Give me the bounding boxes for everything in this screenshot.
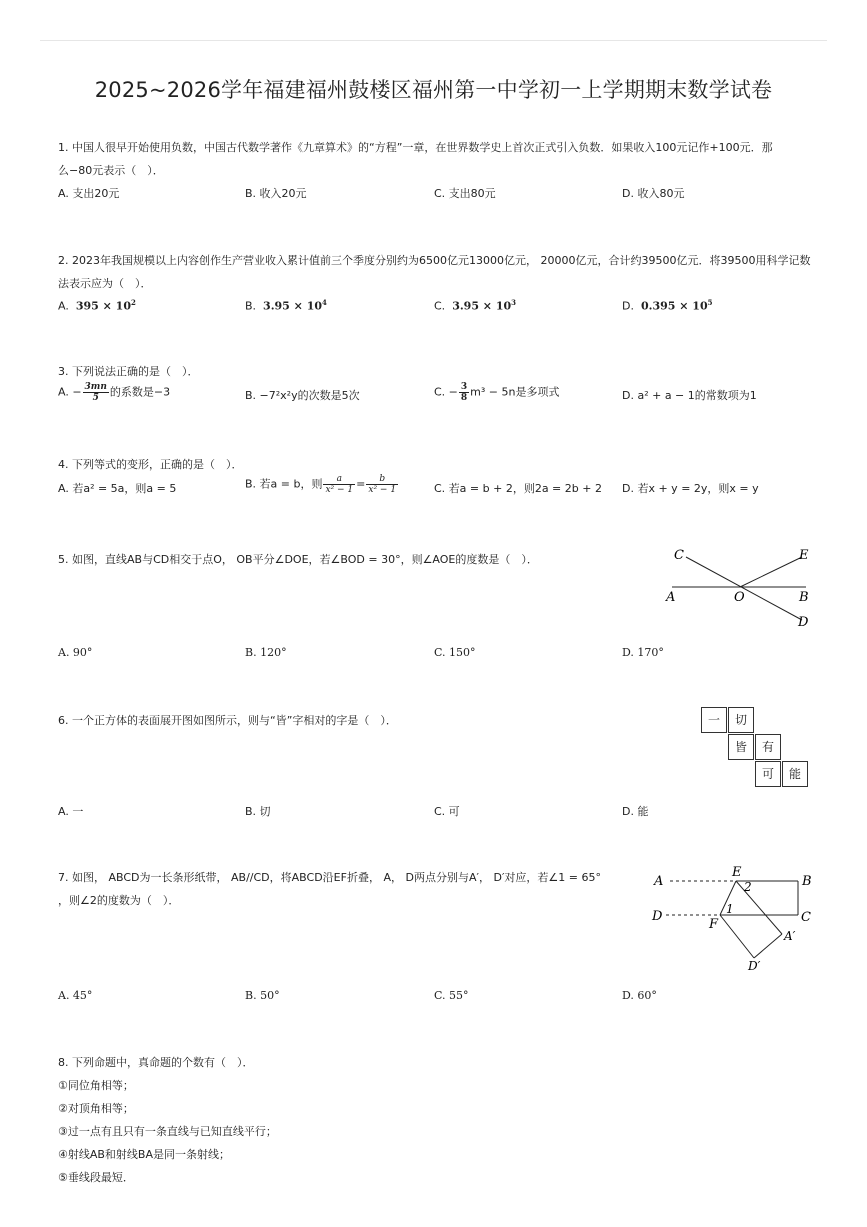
q5-option-d[interactable]: D. 170°	[622, 646, 664, 659]
net-cell-4: 有	[755, 734, 781, 760]
q7-option-b[interactable]: B. 50°	[245, 989, 280, 1002]
label-e: E	[732, 865, 742, 880]
net-cell-5: 可	[755, 761, 781, 787]
question-1-stem-a: 中国人很早开始使用负数，中国古代数学著作《九章算术》的“方程”一章，在世界数学史上首次正式引入负数．如果收入100元记作+100元．那	[72, 141, 773, 154]
q7-fold-diagram	[650, 862, 817, 974]
question-2-text-line1	[58, 252, 810, 268]
q5-option-a[interactable]: A. 90°	[58, 646, 93, 659]
q3-option-d[interactable]: D. a² + a − 1的常数项为1	[622, 389, 757, 402]
q8-statement-2: ②对顶角相等；	[58, 1102, 134, 1115]
ray-oe	[740, 557, 802, 587]
q2-option-c-value: 3.95 × 10	[452, 299, 512, 313]
q2-option-c-letter: C.	[434, 299, 446, 313]
question-2-number: 2.	[58, 254, 69, 267]
q2-option-b-letter: B.	[245, 299, 257, 313]
q6-option-c[interactable]: C. 可	[434, 805, 460, 818]
q7-option-c[interactable]: C. 55°	[434, 989, 469, 1002]
q3-option-a-suffix: 的系数是−3	[109, 385, 171, 399]
label-a: A	[666, 590, 676, 605]
q2-option-a-letter: A.	[58, 299, 69, 313]
top-divider	[40, 40, 827, 41]
question-8-number: 8.	[58, 1056, 69, 1069]
q2-option-a-exp: 2	[130, 298, 136, 307]
q6-option-b[interactable]: B. 切	[245, 805, 271, 818]
q6-option-d[interactable]: D. 能	[622, 805, 649, 818]
q3-option-a-fraction	[83, 382, 109, 403]
q4-option-b[interactable]	[245, 474, 399, 495]
q1-option-c[interactable]: C. 支出80元	[434, 187, 496, 200]
line-cd	[686, 557, 802, 620]
question-5-stem: 如图，直线AB与CD相交于点O， OB平分∠DOE，若∠BOD = 30°，则∠AOE的度数是（ ）．	[72, 553, 538, 566]
net-cell-3: 皆	[728, 734, 754, 760]
fraction-numerator: b	[366, 474, 398, 485]
q5-angle-diagram	[662, 542, 822, 632]
q8-statement-1: ①同位角相等；	[58, 1079, 134, 1092]
q2-option-d[interactable]	[622, 298, 712, 313]
segment-fd-prime	[720, 915, 754, 958]
question-7-stem-a: 如图， ABCD为一长条形纸带， AB//CD，将ABCD沿EF折叠， A， D两点分别与A′， D′对应，若∠1 = 65°	[72, 871, 602, 884]
q3-option-c-fraction	[459, 382, 469, 403]
question-5-number: 5.	[58, 553, 69, 566]
fraction-denominator: 8	[460, 393, 468, 403]
fraction-numerator: 3mn	[84, 382, 107, 392]
q2-option-d-letter: D.	[622, 299, 634, 313]
net-cell-2: 切	[728, 707, 754, 733]
q7-option-a[interactable]: A. 45°	[58, 989, 93, 1002]
q1-option-d[interactable]: D. 收入80元	[622, 187, 685, 200]
q3-option-a-prefix: A. −	[58, 385, 82, 399]
q8-statement-3: ③过一点有且只有一条直线与已知直线平行；	[58, 1125, 277, 1138]
question-8-text	[58, 1054, 254, 1070]
question-7-number: 7.	[58, 871, 69, 884]
q2-option-b[interactable]	[245, 298, 327, 313]
question-5-text	[58, 551, 538, 567]
q6-option-a[interactable]: A. 一	[58, 805, 84, 818]
q4-option-d[interactable]: D. 若x + y = 2y，则x = y	[622, 482, 759, 495]
page-title: 2025~2026学年福建福州鼓楼区福州第一中学初一上学期期末数学试卷	[94, 78, 773, 102]
question-4-number: 4.	[58, 458, 69, 471]
label-b: B	[799, 590, 809, 605]
net-cell-1: 一	[701, 707, 727, 733]
segment-d-prime-a-prime	[754, 934, 782, 958]
q2-option-c[interactable]	[434, 298, 516, 313]
question-1-text-line1	[58, 139, 773, 155]
q8-statement-4: ④射线AB和射线BA是同一条射线；	[58, 1148, 231, 1161]
question-3-stem: 下列说法正确的是（ ）．	[72, 365, 199, 378]
question-3-number: 3.	[58, 365, 69, 378]
equals-sign: =	[356, 477, 366, 491]
label-angle-2: 2	[744, 880, 752, 894]
label-e: E	[799, 548, 809, 563]
q7-option-d[interactable]: D. 60°	[622, 989, 657, 1002]
q2-option-a-value: 395 × 10	[75, 299, 131, 313]
label-f: F	[709, 917, 719, 932]
fraction-denominator: x² − 1	[325, 485, 354, 495]
q2-option-a[interactable]	[58, 298, 136, 313]
q3-option-c-suffix: m³ − 5n是多项式	[470, 385, 560, 399]
label-d-prime: D′	[748, 959, 761, 973]
q4-option-c[interactable]: C. 若a = b + 2，则2a = 2b + 2	[434, 482, 602, 495]
question-3-text	[58, 363, 199, 379]
label-d: D	[798, 615, 809, 630]
question-2-text-line2: 法表示应为（ ）．	[58, 277, 152, 290]
label-a: A	[654, 874, 664, 889]
question-1-number: 1.	[58, 141, 69, 154]
q5-option-c[interactable]: C. 150°	[434, 646, 476, 659]
q4-option-b-fraction-2	[366, 474, 398, 495]
question-6-text	[58, 712, 397, 728]
question-7-text-line2: ，则∠2的度数为（ ）．	[58, 894, 180, 907]
q5-option-b[interactable]: B. 120°	[245, 646, 287, 659]
fraction-denominator: 5	[92, 393, 99, 403]
q8-statement-5: ⑤垂线段最短．	[58, 1171, 134, 1184]
q4-option-b-fraction-1	[323, 474, 355, 495]
net-cell-6: 能	[782, 761, 808, 787]
question-8-stem: 下列命题中，真命题的个数有（ ）．	[72, 1056, 254, 1069]
question-4-text	[58, 456, 243, 472]
label-angle-1: 1	[726, 902, 734, 916]
q4-option-b-prefix: B. 若a = b，则	[245, 477, 323, 491]
label-c: C	[674, 548, 684, 563]
label-a-prime: A′	[784, 929, 796, 943]
question-4-stem: 下列等式的变形，正确的是（ ）．	[72, 458, 243, 471]
q4-option-a[interactable]: A. 若a² = 5a，则a = 5	[58, 482, 177, 495]
label-d: D	[652, 909, 663, 924]
question-6-stem: 一个正方体的表面展开图如图所示，则与“皆”字相对的字是（ ）．	[72, 714, 397, 727]
q1-option-b[interactable]: B. 收入20元	[245, 187, 307, 200]
q1-option-a[interactable]: A. 支出20元	[58, 187, 120, 200]
q2-option-d-exp: 5	[707, 298, 713, 307]
q3-option-c[interactable]	[434, 382, 559, 403]
question-2-stem-a: 2023年我国规模以上内容创作生产营业收入累计值前三个季度分别约为6500亿元13000亿元， 20000亿元，合计约39500亿元．将39500用科学记数	[72, 254, 811, 267]
q2-option-c-exp: 3	[511, 298, 517, 307]
q6-cube-net	[701, 707, 811, 789]
question-7-text-line1	[58, 869, 601, 885]
q2-option-d-value: 0.395 × 10	[640, 299, 708, 313]
q3-option-b[interactable]: B. −7²x²y的次数是5次	[245, 389, 360, 402]
fraction-denominator: x² − 1	[368, 485, 397, 495]
fraction-numerator: 3	[460, 382, 468, 392]
segment-ea-prime	[736, 881, 782, 934]
label-b: B	[802, 874, 812, 889]
question-1-text-line2: 么−80元表示（ ）．	[58, 164, 164, 177]
fraction-numerator: a	[323, 474, 355, 485]
q2-option-b-exp: 4	[322, 298, 327, 307]
label-c: C	[801, 910, 811, 925]
q2-option-b-value: 3.95 × 10	[263, 299, 323, 313]
q3-option-a[interactable]	[58, 382, 170, 403]
question-6-number: 6.	[58, 714, 69, 727]
label-o: O	[734, 590, 745, 605]
q3-option-c-prefix: C. −	[434, 385, 458, 399]
